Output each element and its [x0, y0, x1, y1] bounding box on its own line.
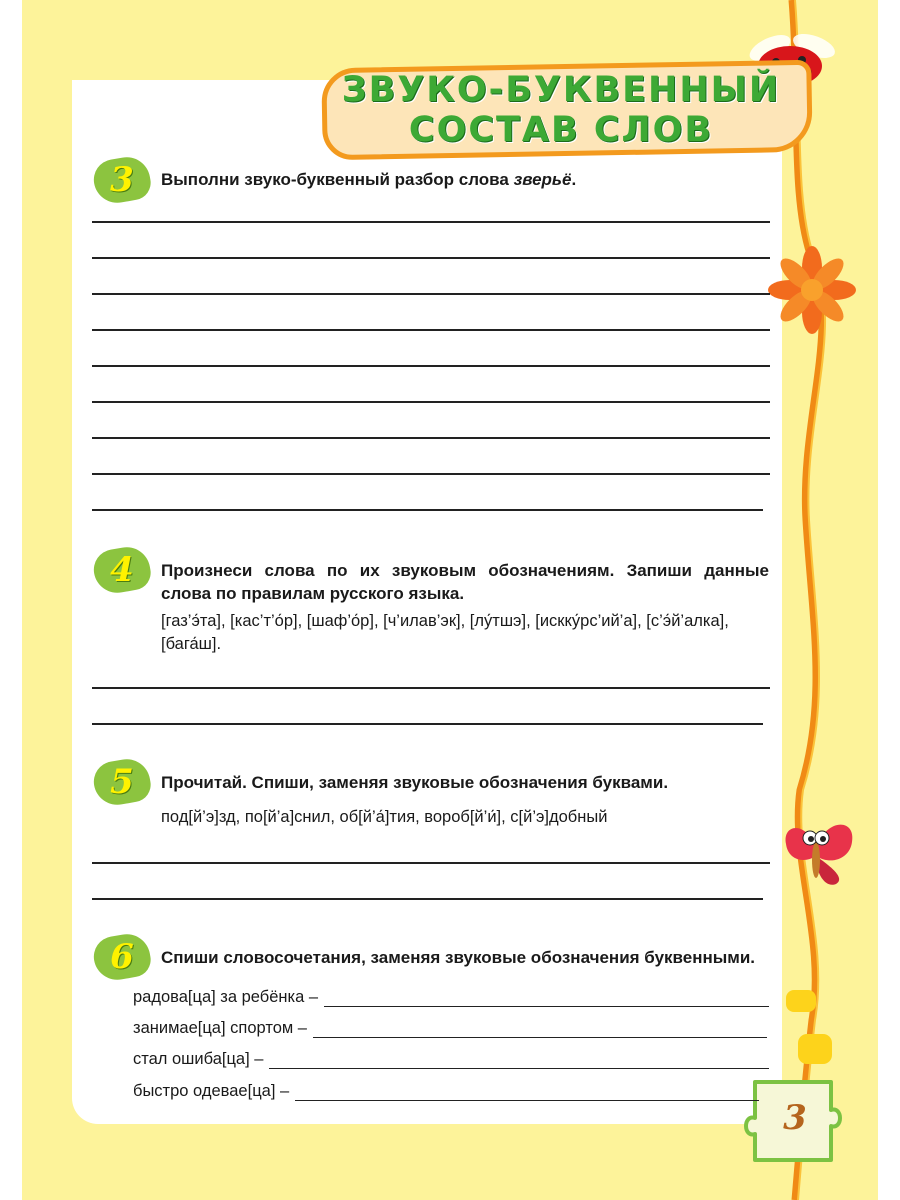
- task-4-instruction: Произнеси слова по их звуковым обозначениям. Запиши данные слова по правилам русского языка.: [161, 561, 769, 603]
- answer-line[interactable]: [92, 293, 770, 295]
- answer-line[interactable]: [92, 401, 770, 403]
- page-number: 3: [783, 1098, 807, 1138]
- title-line-1: ЗВУКО-БУКВЕННЫЙ: [341, 70, 781, 110]
- phrase-label: радова[ца] за ребёнка –: [133, 988, 319, 1006]
- answer-line[interactable]: [92, 437, 770, 439]
- task-4-number: 4: [110, 550, 134, 590]
- task-5-instruction: Прочитай. Спиши, заменяя звуковые обозначения буквами.: [161, 773, 669, 792]
- phrase-row: [133, 1077, 759, 1101]
- answer-line[interactable]: [92, 257, 770, 259]
- task-3-text: Выполни звуко-буквенный разбор слова: [161, 170, 514, 189]
- phrase-answer-line[interactable]: [313, 1019, 767, 1038]
- answer-line[interactable]: [92, 329, 770, 331]
- phrase-row: [133, 983, 769, 1007]
- phrase-row: [133, 1014, 767, 1038]
- task-6-number: 6: [110, 937, 134, 977]
- yellow-blob-2: [798, 1034, 832, 1064]
- phrase-row: [133, 1045, 769, 1069]
- task-3-word: зверьё: [513, 170, 572, 189]
- answer-line[interactable]: [92, 365, 770, 367]
- task-5-words: под[й’э]зд, по[й’а]снил, об[й’а́]тия, вороб[й’и́], с[й’э]добный: [161, 808, 608, 826]
- vine: [792, 0, 822, 1200]
- phrase-answer-line[interactable]: [269, 1050, 769, 1069]
- yellow-blob-1: [786, 990, 816, 1012]
- flower-icon: [768, 246, 856, 334]
- task-4-transcriptions: [газ’э́та], [кас’т’о́р], [шаф’о́р], [ч’илав’эк], [лу́тшэ], [искку́рс’ий’а], [с’э́й’алка], [бага́ш].: [161, 612, 729, 653]
- task-5-number: 5: [110, 762, 134, 802]
- butterfly-icon: [786, 825, 853, 885]
- title-line-2: СОСТАВ СЛОВ: [408, 110, 714, 150]
- task-3-instruction: [161, 168, 769, 191]
- task-6-instruction: Спиши словосочетания, заменяя звуковые обозначения буквенными.: [161, 948, 756, 967]
- answer-line[interactable]: [92, 509, 763, 511]
- answer-line[interactable]: [92, 687, 770, 689]
- phrase-label: стал ошиба[ца] –: [133, 1050, 264, 1068]
- answer-line[interactable]: [92, 723, 763, 725]
- phrase-answer-line[interactable]: [324, 988, 769, 1007]
- answer-line[interactable]: [92, 862, 770, 864]
- task-3-end: .: [571, 170, 577, 189]
- task-3-number: 3: [110, 160, 134, 200]
- phrase-answer-line[interactable]: [295, 1082, 759, 1101]
- phrase-label: занимае[ца] спортом –: [133, 1019, 307, 1037]
- answer-line[interactable]: [92, 473, 770, 475]
- phrase-label: быстро одевае[ца] –: [133, 1082, 290, 1100]
- answer-line[interactable]: [92, 221, 770, 223]
- answer-line[interactable]: [92, 898, 763, 900]
- page-title: [326, 70, 796, 150]
